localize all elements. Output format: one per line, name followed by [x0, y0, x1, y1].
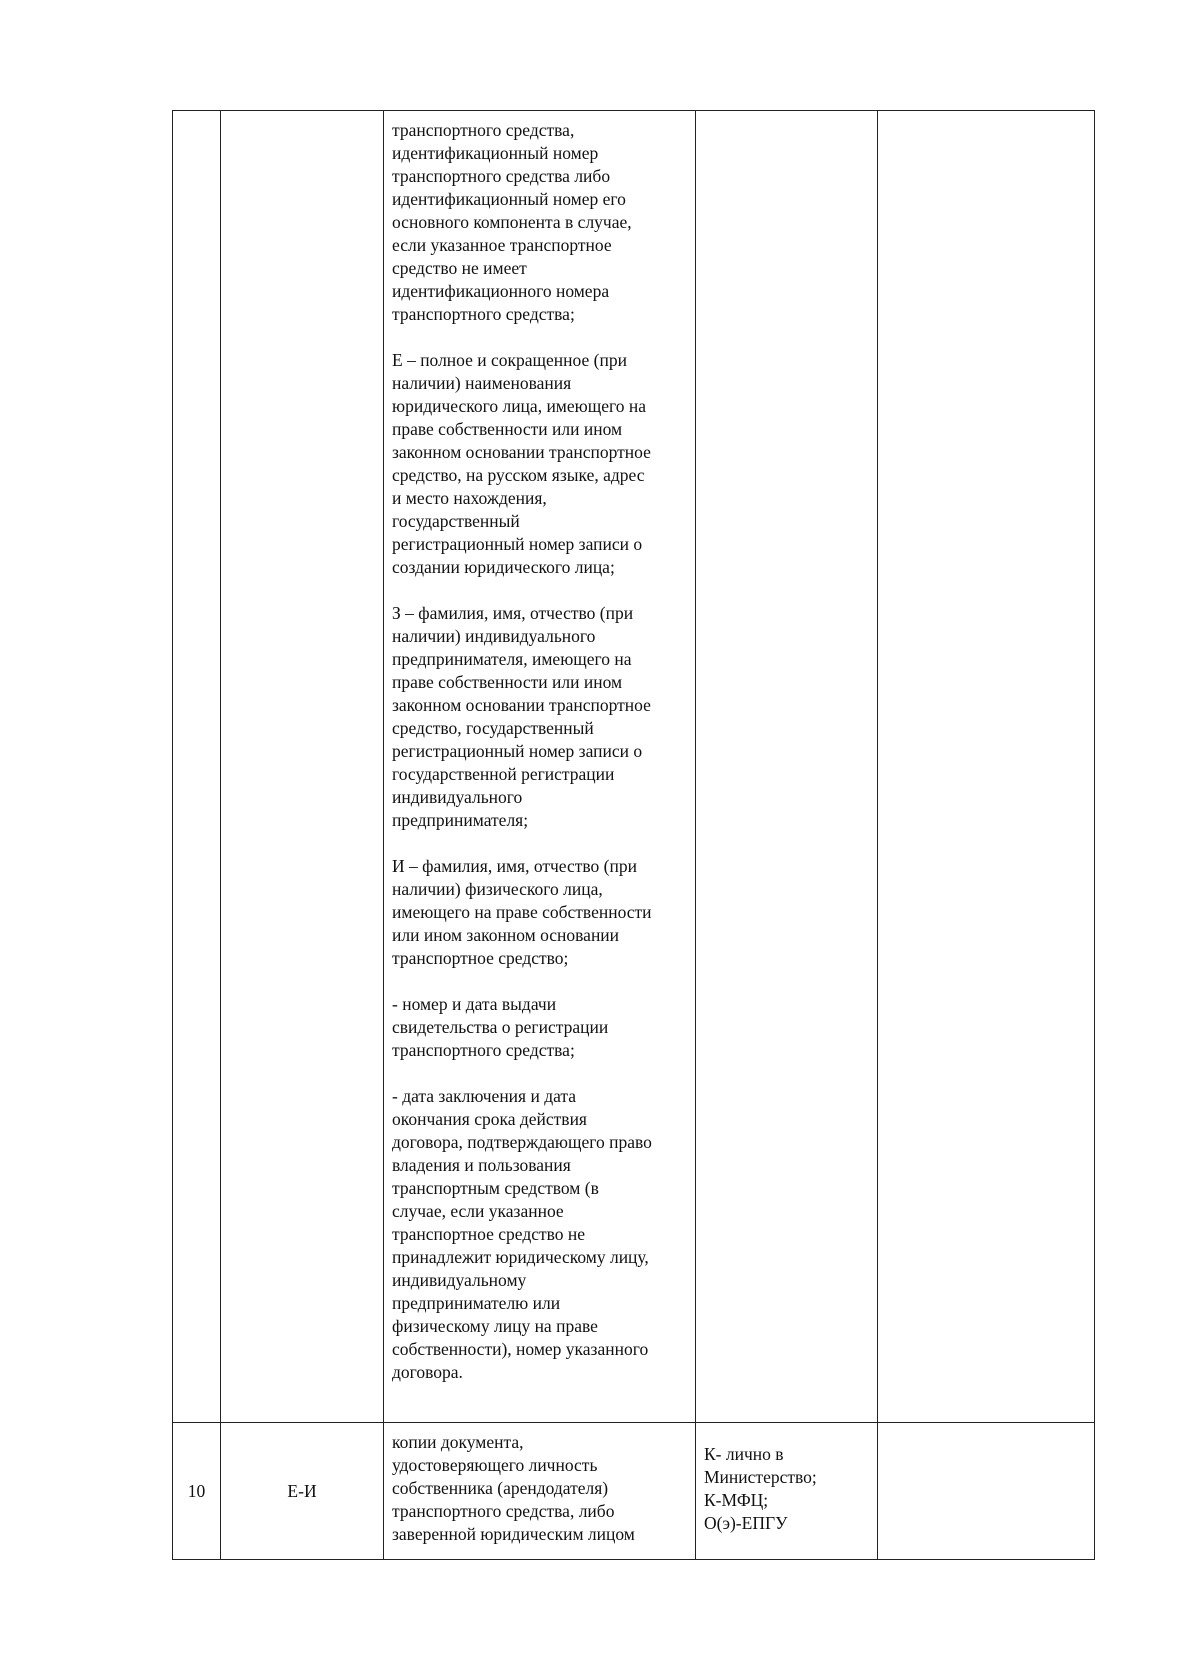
row-note [878, 1423, 1095, 1560]
description-paragraph: И – фамилия, имя, отчество (при наличии) физического лица, имеющего на праве собственности или ином законном основании транспортное средство; [392, 856, 652, 968]
row-method: К- лично в Министерство; К-МФЦ; О(э)-ЕПГУ [704, 1444, 817, 1533]
cell-description [384, 1423, 696, 1560]
cell-description-continued [384, 111, 696, 1423]
description-paragraph: З – фамилия, имя, отчество (при наличии) индивидуального предпринимателя, имеющего на праве собственности или ином законном основании транспортное средство, государственный регистрационный номер записи о государственной регистрации индивидуального предпринимателя; [392, 603, 651, 830]
cell-number-empty [173, 111, 221, 1423]
row-number: 10 [173, 1423, 221, 1560]
cell-method [696, 1423, 878, 1560]
table-row-10 [173, 1423, 1095, 1560]
row-code: Е-И [221, 1423, 384, 1560]
description-paragraph: - номер и дата выдачи свидетельства о регистрации транспортного средства; [392, 994, 609, 1060]
description-paragraph: транспортного средства, идентификационный номер транспортного средства либо идентификационный номер его основного компонента в случае, если указанное транспортное средство не имеет идентификационного номера транспортного средства; [392, 120, 632, 324]
requirements-table [172, 110, 1095, 1560]
description-paragraph: Е – полное и сокращенное (при наличии) наименования юридического лица, имеющего на праве собственности или ином законном основании транспортное средство, на русском языке, адрес и место нахождения, государственный регистрационный номер записи о создании юридического лица; [392, 350, 651, 577]
table-row-continued [173, 111, 1095, 1423]
cell-method-empty [696, 111, 878, 1423]
description-paragraph: - дата заключения и дата окончания срока действия договора, подтверждающего право владения и пользования транспортным средством (в случае, если указанное транспортное средство не принадлежит юридическому лицу, индивидуальному предпринимателю или физическому лицу на праве собственности), номер указанного договора. [392, 1086, 652, 1382]
description-text-block [384, 111, 695, 1384]
row-description: копии документа, удостоверяющего личность собственника (арендодателя) транспортного средства, либо заверенной юридическим лицом [392, 1432, 635, 1544]
cell-code-empty [221, 111, 384, 1423]
cell-note-empty [878, 111, 1095, 1423]
